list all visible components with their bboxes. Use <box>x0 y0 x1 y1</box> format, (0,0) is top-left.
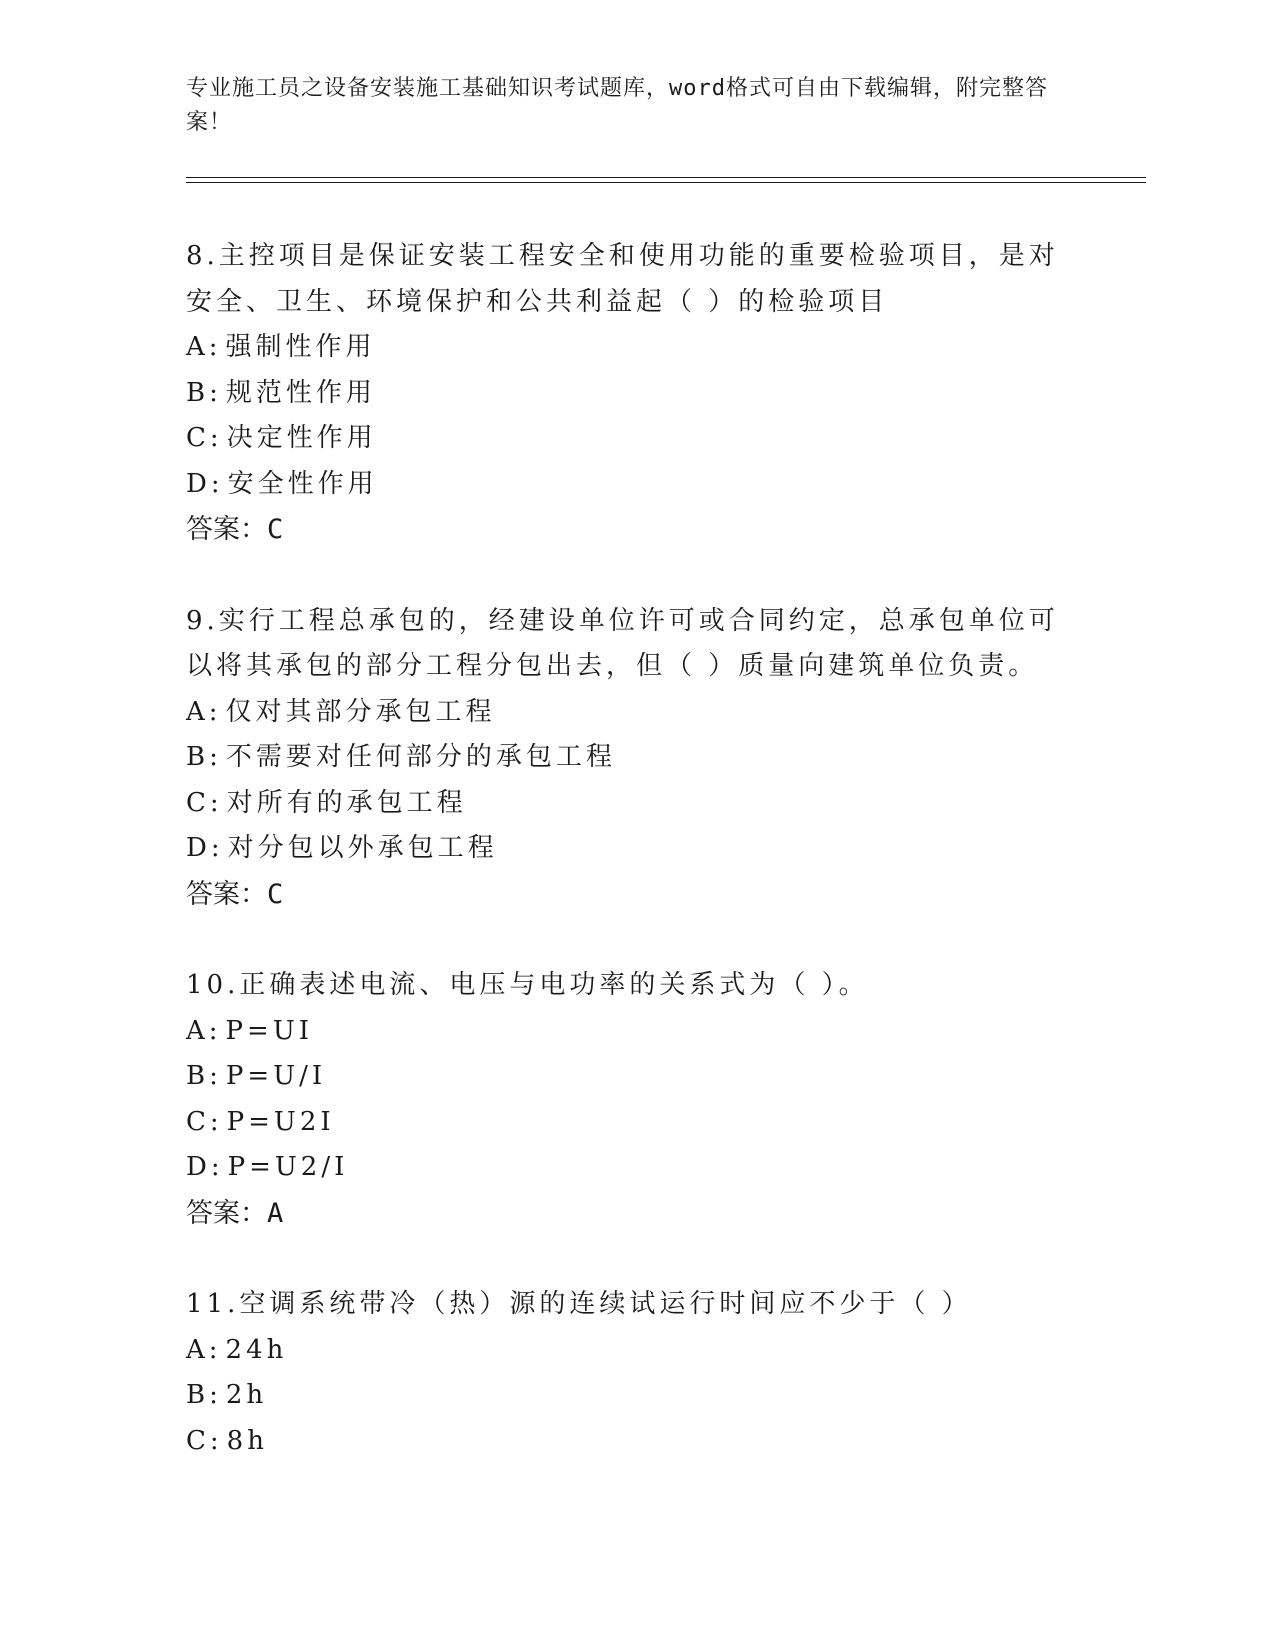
option-text: P=U2/I <box>227 1152 349 1182</box>
option-text: 安全性作用 <box>227 468 378 499</box>
option-text: 2h <box>225 1380 268 1410</box>
option-label: A: <box>186 332 222 362</box>
option-label: C: <box>186 423 223 453</box>
option-text: 对分包以外承包工程 <box>227 833 498 863</box>
question-list <box>186 234 1066 1510</box>
option-d <box>186 826 1066 872</box>
option-label: A: <box>186 696 222 727</box>
question-stem: 11.空调系统带冷（热）源的连续试运行时间应不少于（ ） <box>186 1289 972 1319</box>
option-b <box>186 735 1066 781</box>
option-label: B: <box>186 742 222 772</box>
option-label: A: <box>186 1334 222 1365</box>
question-11 <box>186 1282 1066 1464</box>
option-a <box>186 1009 1066 1055</box>
question-8 <box>186 234 1066 553</box>
option-d <box>186 462 1066 508</box>
question-stem: 9.实行工程总承包的，经建设单位许可或合同约定，总承包单位可以将其承包的部分工程分包出去，但（ ）质量向建筑单位负责。 <box>186 605 1059 681</box>
option-text: P=UI <box>225 1015 314 1046</box>
option-text: 不需要对任何部分的承包工程 <box>225 742 616 772</box>
option-text: 对所有的承包工程 <box>226 787 467 818</box>
question-stem: 10.正确表述电流、电压与电功率的关系式为（ ）。 <box>186 970 869 1000</box>
header-divider-top <box>186 177 1146 178</box>
header-divider-bottom <box>186 182 1146 183</box>
option-label: B: <box>186 377 222 408</box>
document-header: 专业施工员之设备安装施工基础知识考试题库，word格式可自由下载编辑，附完整答案！ <box>186 76 1048 135</box>
option-label: C: <box>186 1425 223 1456</box>
question-stem: 8.主控项目是保证安装工程安全和使用功能的重要检验项目，是对安全、卫生、环境保护和公共利益起（ ）的检验项目 <box>186 241 1059 317</box>
option-c <box>186 1419 1066 1465</box>
option-a <box>186 690 1066 736</box>
question-10 <box>186 963 1066 1236</box>
answer-line: 答案：C <box>186 878 284 910</box>
option-label: D: <box>186 468 224 499</box>
option-b <box>186 1054 1066 1100</box>
option-label: B: <box>186 1061 222 1091</box>
option-b <box>186 371 1066 417</box>
option-label: C: <box>186 1106 223 1137</box>
option-text: 规范性作用 <box>225 377 376 408</box>
question-9 <box>186 599 1066 918</box>
option-text: P=U/I <box>225 1061 327 1091</box>
option-text: 8h <box>226 1425 268 1456</box>
option-a <box>186 1328 1066 1374</box>
option-label: D: <box>186 1152 224 1182</box>
option-text: P=U2I <box>226 1106 335 1137</box>
option-label: A: <box>186 1015 222 1046</box>
answer-line: 答案：C <box>186 514 284 545</box>
option-text: 仅对其部分承包工程 <box>225 696 496 727</box>
answer-line: 答案：A <box>186 1197 284 1229</box>
option-label: B: <box>186 1380 222 1410</box>
option-d <box>186 1145 1066 1191</box>
option-b <box>186 1373 1066 1419</box>
option-c <box>186 416 1066 462</box>
option-text: 强制性作用 <box>225 332 376 362</box>
option-label: D: <box>186 833 224 863</box>
option-text: 决定性作用 <box>226 423 377 453</box>
option-text: 24h <box>225 1334 288 1365</box>
option-a <box>186 325 1066 371</box>
option-label: C: <box>186 787 223 818</box>
option-c <box>186 1100 1066 1146</box>
option-c <box>186 781 1066 827</box>
